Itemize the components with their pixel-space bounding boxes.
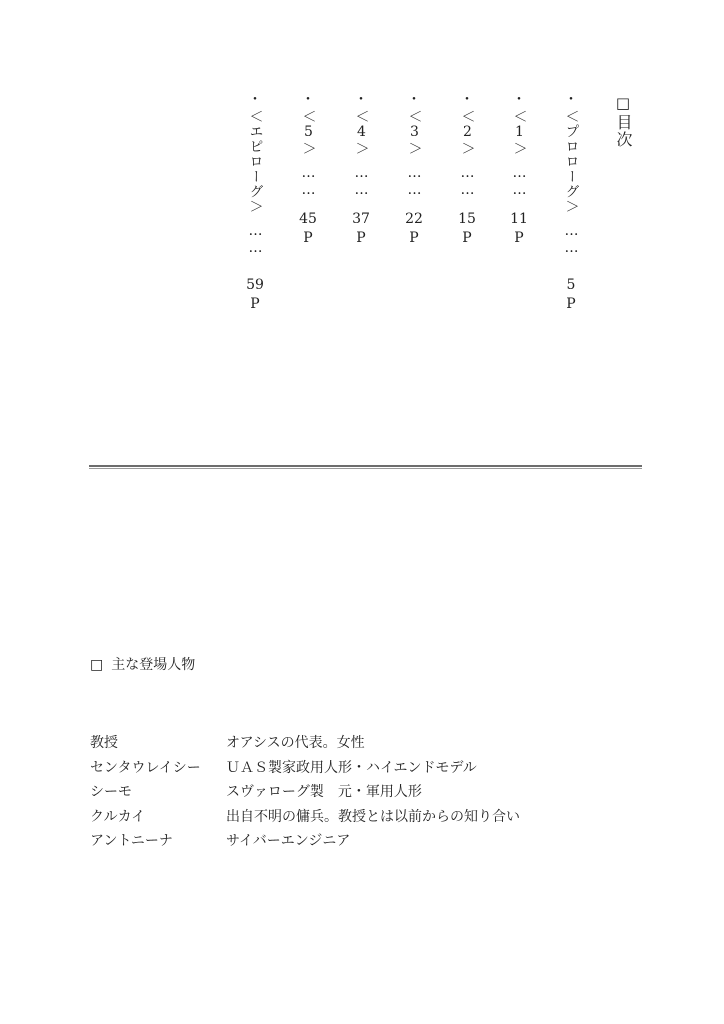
character-name: シーモ [90, 784, 132, 800]
toc-entry-title: ＜4＞ [353, 109, 370, 156]
toc-page-number: 22 P [405, 211, 423, 246]
toc-entry-title: ＜エピローグ＞ [247, 109, 264, 214]
toc-entry-1[interactable] [506, 92, 532, 248]
toc-leader-dots: …… [563, 223, 580, 257]
toc-entry-5[interactable] [295, 92, 321, 248]
toc-page-number: 15 P [458, 211, 476, 246]
checkbox-square-icon: □ [90, 657, 104, 673]
character-row [90, 733, 650, 758]
toc-entry-title: ＜5＞ [300, 109, 317, 156]
character-row [90, 831, 650, 856]
toc-bullet: ・ [512, 92, 526, 108]
toc-page-number: 37 P [352, 211, 370, 246]
toc-page-number: 59 P [246, 277, 264, 312]
character-description: ＵＡＳ製家政用人形・ハイエンドモデル [226, 759, 477, 776]
toc-bullet: ・ [354, 92, 368, 108]
character-row [90, 782, 650, 807]
character-description: スヴァローグ製 元・軍用人形 [226, 784, 422, 800]
character-name: 教授 [90, 735, 118, 751]
character-name: クルカイ [90, 808, 146, 825]
toc-leader-dots: …… [247, 223, 264, 257]
toc-bullet: ・ [407, 92, 421, 108]
characters-heading [90, 655, 195, 675]
character-name: アントニーナ [90, 833, 173, 849]
toc-entry-title: ＜プロローグ＞ [563, 109, 580, 214]
checkbox-square-icon: □ [615, 94, 631, 112]
toc-entry-title: ＜2＞ [459, 109, 476, 156]
toc-entry-4[interactable] [348, 92, 374, 248]
character-row [90, 758, 650, 783]
toc-leader-dots: …… [406, 165, 423, 199]
toc-heading [610, 92, 636, 154]
toc-entry-title: ＜3＞ [406, 109, 423, 156]
character-description: サイバーエンジニア [226, 833, 351, 849]
toc-bullet: ・ [564, 92, 578, 108]
toc-entry-epilogue[interactable] [242, 92, 268, 314]
toc-bullet: ・ [460, 92, 474, 108]
character-description: オアシスの代表。女性 [226, 735, 365, 751]
toc-entry-title: ＜1＞ [511, 109, 528, 156]
toc-bullet: ・ [248, 92, 262, 108]
character-list [90, 733, 650, 856]
toc-page-number: 5 P [566, 277, 576, 312]
toc-leader-dots: …… [353, 165, 370, 199]
toc-heading-text: 目次 [614, 114, 633, 148]
section-divider [89, 465, 642, 469]
toc-page-number: 11 P [510, 211, 528, 246]
table-of-contents [238, 92, 638, 352]
toc-leader-dots: …… [459, 165, 476, 199]
character-description: 出自不明の傭兵。教授とは以前からの知り合い [226, 808, 520, 825]
toc-leader-dots: …… [511, 165, 528, 199]
character-row [90, 807, 650, 832]
toc-leader-dots: …… [300, 165, 317, 199]
toc-page-number: 45 P [299, 211, 317, 246]
characters-heading-text: 主な登場人物 [111, 657, 196, 673]
toc-entry-3[interactable] [401, 92, 427, 248]
character-name: センタウレイシー [90, 759, 201, 776]
toc-bullet: ・ [301, 92, 315, 108]
toc-entry-prologue[interactable] [558, 92, 584, 314]
toc-entry-2[interactable] [454, 92, 480, 248]
